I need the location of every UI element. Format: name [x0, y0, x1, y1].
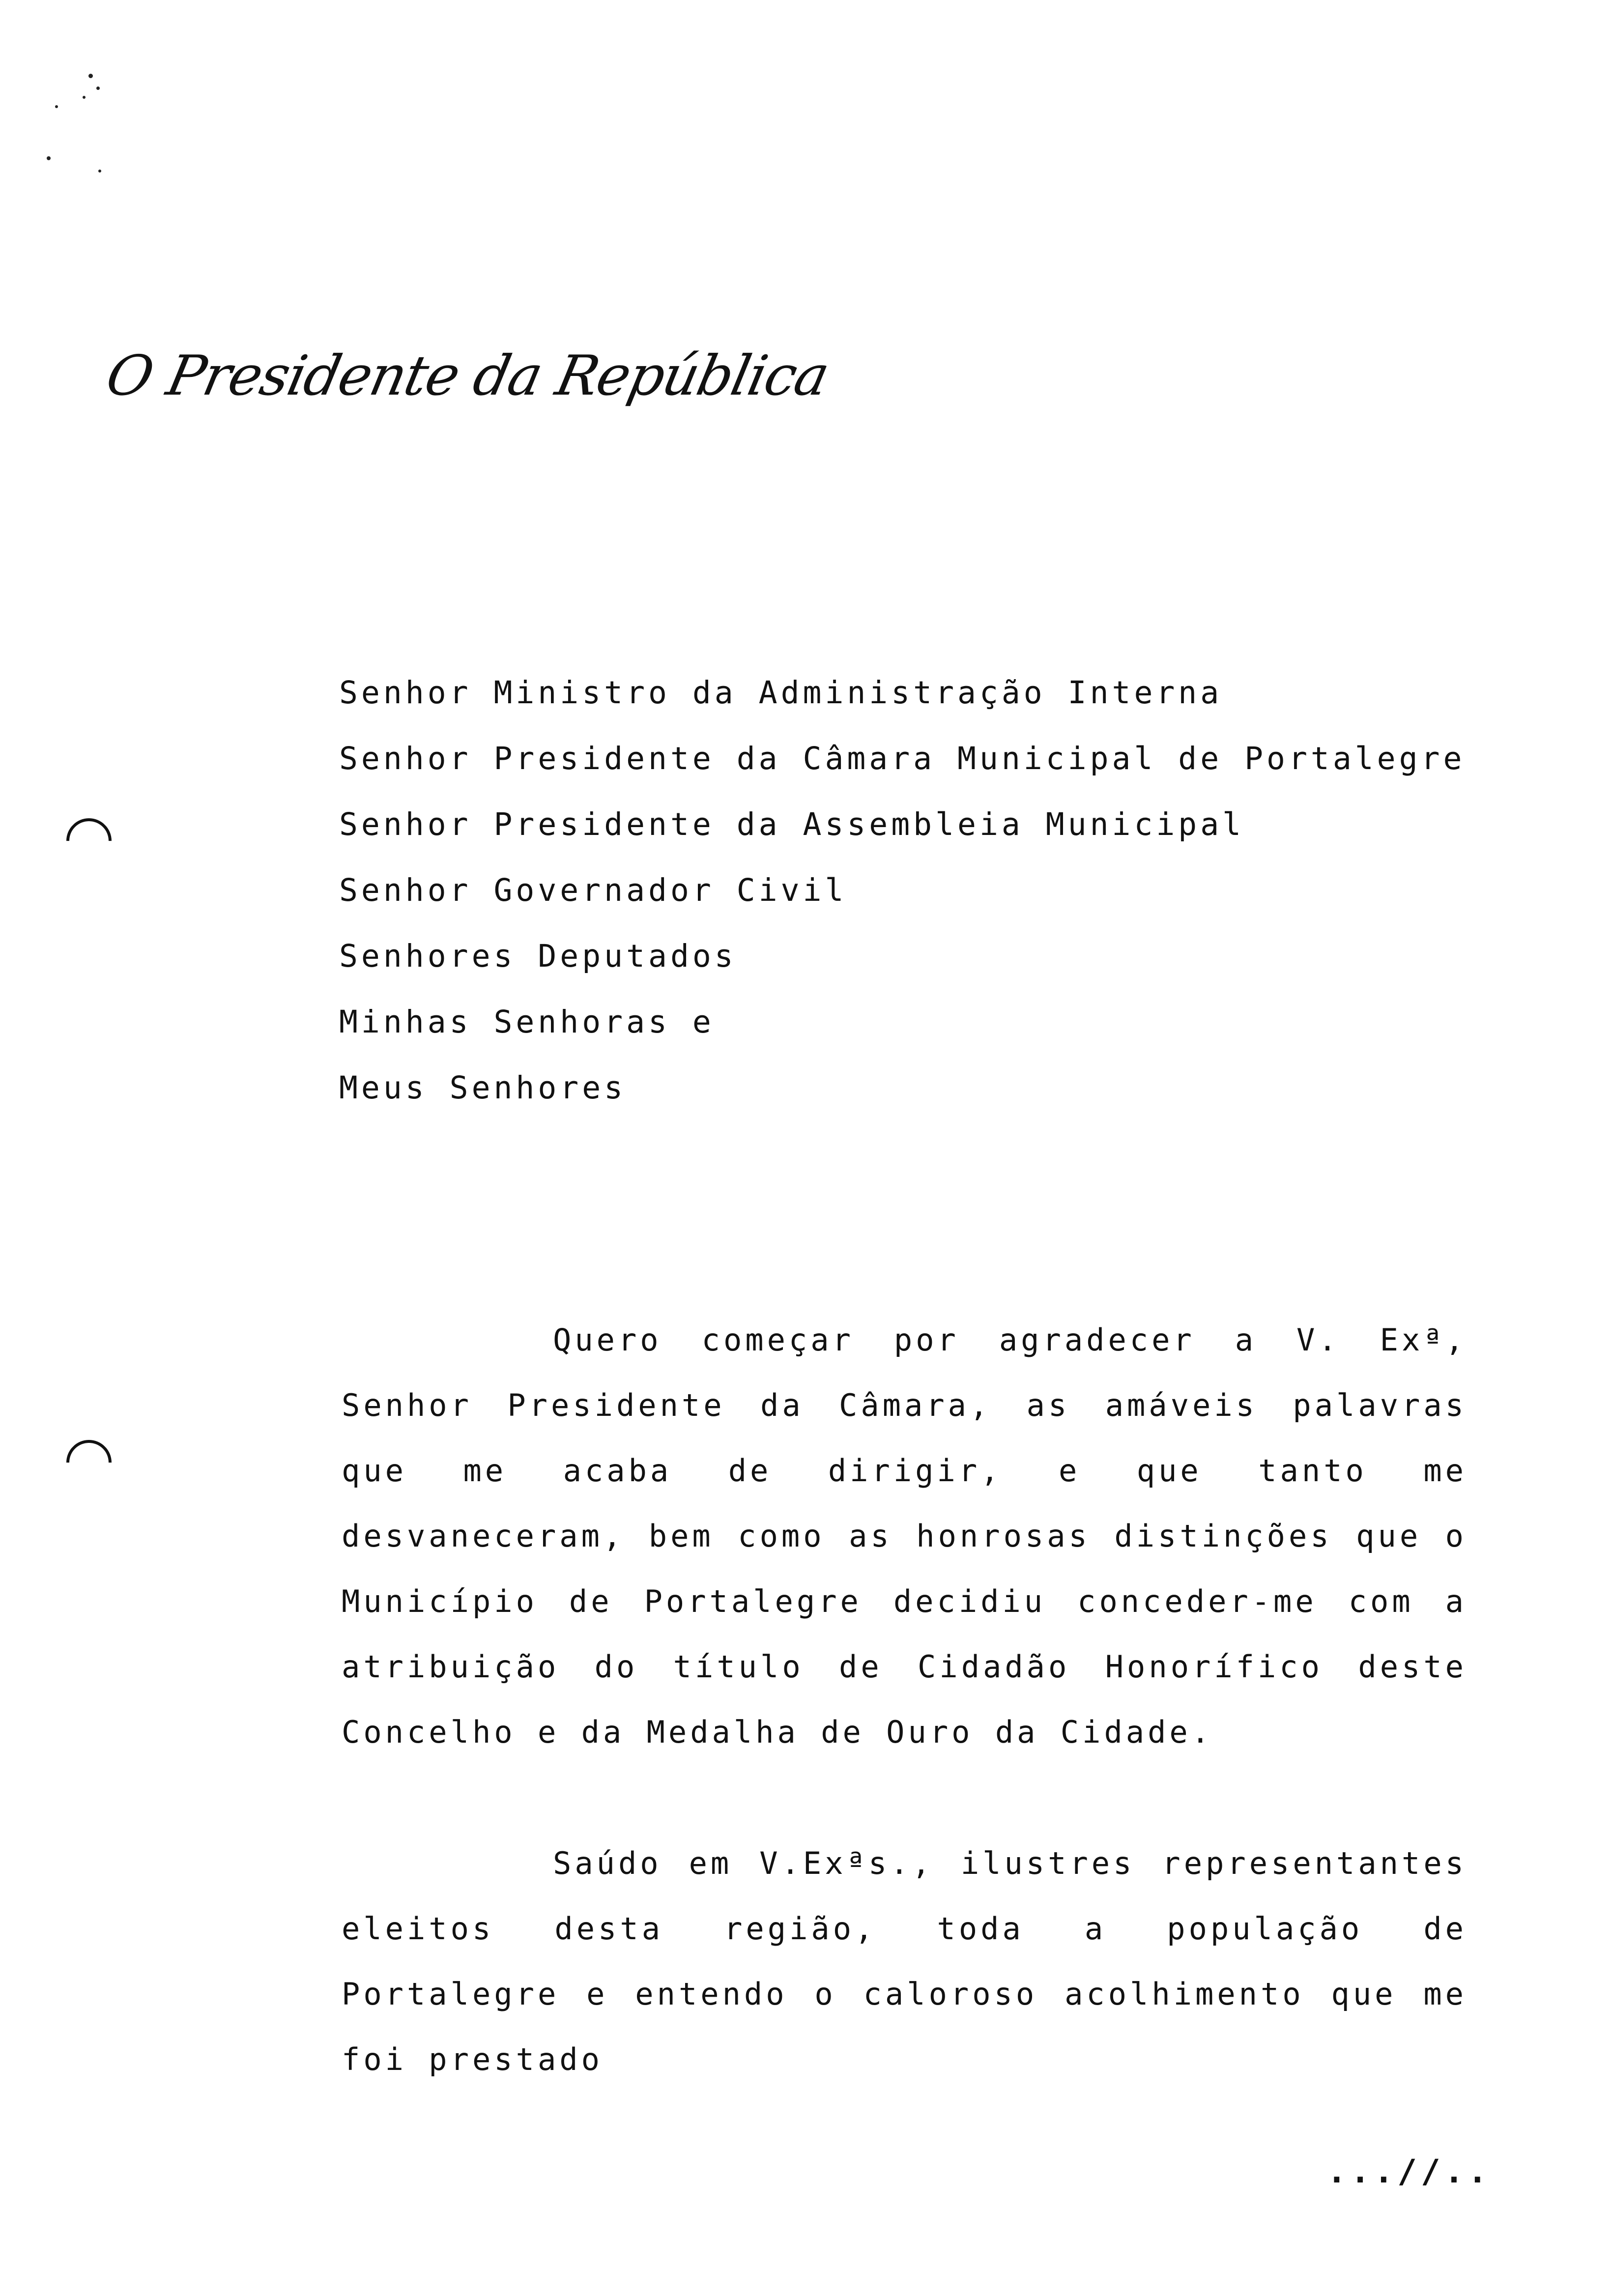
scan-speck: [55, 105, 58, 108]
salutation-line: Senhor Governador Civil: [339, 872, 847, 908]
scan-speck: [47, 156, 51, 160]
scan-speck: [96, 86, 100, 90]
salutation-line: Meus Senhores: [339, 1070, 627, 1106]
scan-speck: [83, 96, 86, 99]
scan-speck: [98, 170, 101, 172]
scan-speck: [88, 74, 93, 78]
page-continuation-mark: ...//..: [1327, 2152, 1492, 2190]
punch-hole-mark: [57, 809, 121, 873]
letterhead-title: O Presidente da República: [101, 344, 834, 408]
body-paragraph: Saúdo em V.Exªs., ilustres representantes eleitos desta região, toda a população de Portalegre e entendo o caloroso acolhimento que me foi prestado: [342, 1845, 1467, 2077]
salutation-line: Minhas Senhoras e: [339, 1004, 715, 1040]
body-paragraph: Quero começar por agradecer a V. Exª, Senhor Presidente da Câmara, as amáveis palavras que me acaba de dirigir, e que tanto me desvaneceram, bem como as honrosas distinções que o Município de Portalegre decidiu conceder-me com a atribuição do título de Cidadão Honorífico deste Concelho e da Medalha de Ouro da Cidade.: [342, 1322, 1467, 1750]
salutation-line: Senhor Ministro da Administração Interna: [339, 675, 1223, 711]
punch-hole-mark: [57, 1431, 121, 1494]
salutation-line: Senhor Presidente da Câmara Municipal de Portalegre: [339, 741, 1466, 776]
salutation-line: Senhor Presidente da Assembleia Municipal: [339, 806, 1245, 842]
salutation-list: [339, 673, 1465, 1134]
salutation-line: Senhores Deputados: [339, 938, 737, 974]
